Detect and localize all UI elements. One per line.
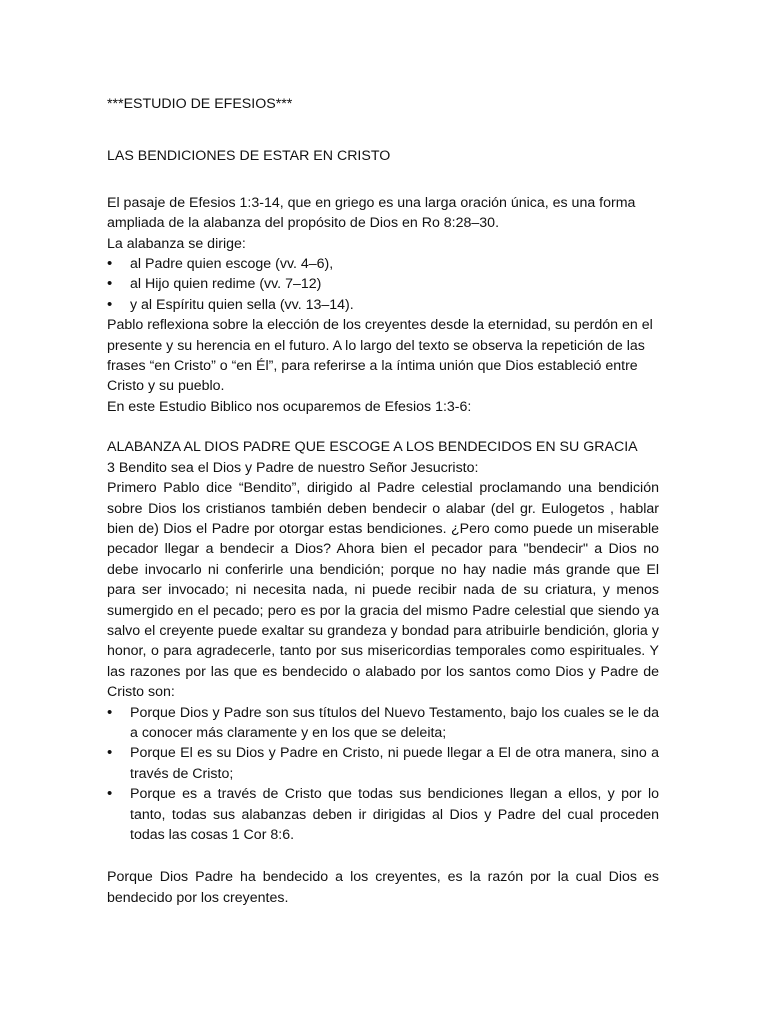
body-paragraph: Primero Pablo dice “Bendito”, dirigido al Padre celestial proclamando una bendición sobre Dios los cristianos también deben bendecir o alabar (del gr. Eulogetos , hablar bien de) Dios el Padre por otorgar estas bendiciones. ¿Pero como puede un miserable pecador llegar a bendecir a Dios? Ahora bien el pecador para "bendecir" a Dios no debe invocarlo ni conferirle una bendición; porque no hay nadie más grande que El para ser invocado; ni necesita nada, ni puede recibir nada de su criatura, y menos sumergido en el pecado; pero es por la gracia del mismo Padre celestial que siendo ya salvo el creyente puede exaltar su grandeza y bondad para atribuirle bendición, gloria y honor, o para agradecerle, tanto por sus misericordias temporales como espirituales. Y las razones por las que es bendecido o alabado por los santos como Dios y Padre de Cristo son:	[107, 480, 659, 701]
alabanza-list	[107, 254, 659, 315]
conclusion-paragraph: Porque Dios Padre ha bendecido a los creyentes, es la razón por la cual Dios es bendecido por los creyentes.	[107, 869, 659, 906]
document-page	[107, 94, 659, 908]
list-item	[107, 703, 659, 744]
list-item	[107, 784, 659, 845]
list-item: • al Padre quien escoge (vv. 4–6),	[107, 254, 659, 274]
list-item: • y al Espíritu quien sella (vv. 13–14).	[107, 295, 659, 315]
document-title: ***ESTUDIO DE EFESIOS***	[107, 96, 293, 112]
list-item-text: • Porque El es su Dios y Padre en Cristo, ni puede llegar a El de otra manera, sino a través de Cristo;	[130, 745, 659, 782]
razones-list	[107, 703, 659, 846]
document-subtitle: LAS BENDICIONES DE ESTAR EN CRISTO	[107, 148, 391, 165]
alabanza-label: La alabanza se dirige:	[107, 235, 246, 252]
verse-line: 3 Bendito sea el Dios y Padre de nuestro Señor Jesucristo:	[107, 459, 479, 476]
reflexion-paragraph: Pablo reflexiona sobre la elección de los creyentes desde la eternidad, su perdón en el presente y su herencia en el futuro. A lo largo del texto se observa la repetición de las frases “en Cristo” o “en Él”, para referirse a la íntima unión que Dios estableció entre Cristo y su pueblo.	[107, 317, 653, 395]
list-item	[107, 743, 659, 784]
list-item: • al Hijo quien redime (vv. 7–12)	[107, 274, 659, 294]
list-item-text: • Porque Dios y Padre son sus títulos del Nuevo Testamento, bajo los cuales se le da a conocer más claramente y en los que se deleita;	[130, 704, 659, 741]
section-heading: ALABANZA AL DIOS PADRE QUE ESCOGE A LOS BENDECIDOS EN SU GRACIA	[107, 439, 638, 456]
intro-paragraph: El pasaje de Efesios 1:3-14, que en griego es una larga oración única, es una forma ampliada de la alabanza del propósito de Dios en Ro 8:28–30.	[107, 194, 636, 232]
list-item-text: • Porque es a través de Cristo que todas sus bendiciones llegan a ellos, y por lo tanto, todas sus alabanzas deben ir dirigidas al Dios y Padre del cual proceden todas las cosas 1 Cor 8:6.	[130, 786, 659, 843]
estudio-paragraph: En este Estudio Biblico nos ocuparemos de Efesios 1:3-6:	[107, 398, 472, 415]
